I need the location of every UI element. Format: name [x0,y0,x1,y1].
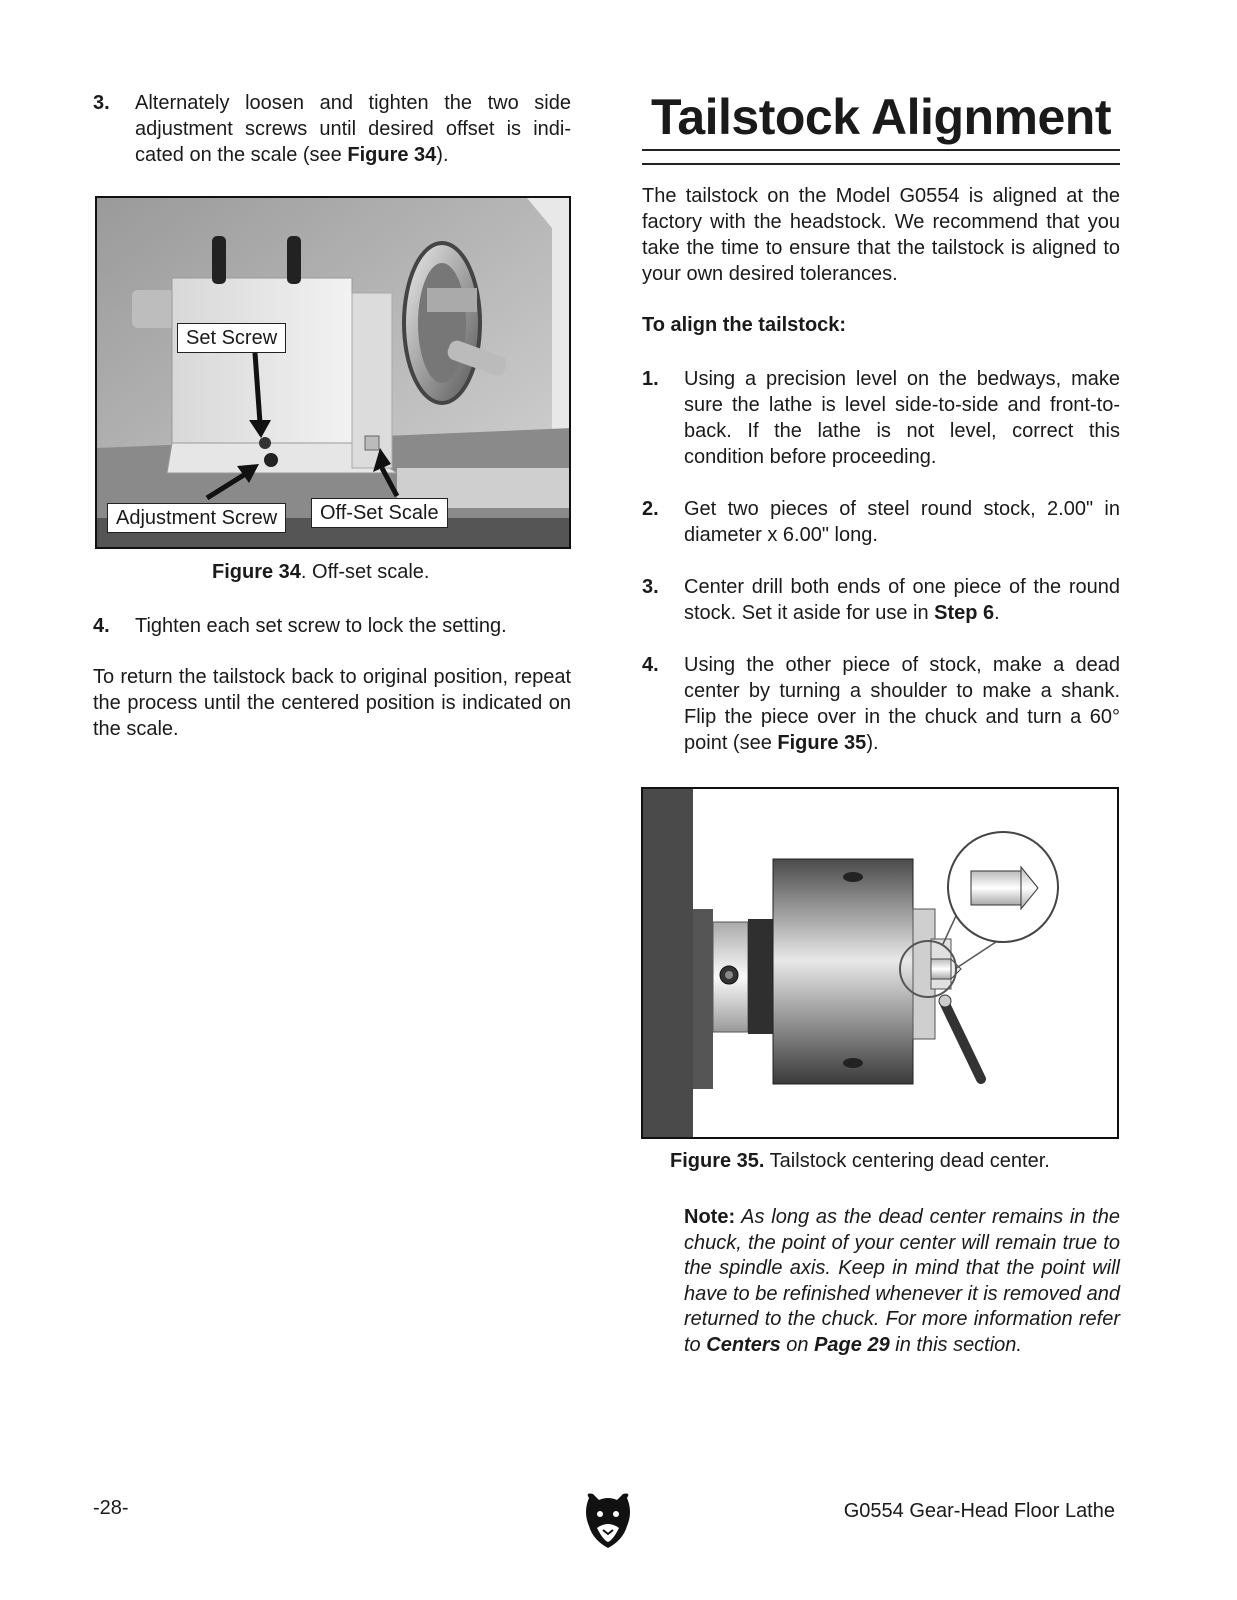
step-number: 4. [93,615,110,637]
offset-scale-label: Off-Set Scale [311,498,448,528]
set-screw-label: Set Screw [177,323,286,353]
step-text [684,574,1120,626]
caption-text: Tailstock centering dead center. [764,1150,1050,1172]
align-step-4 [642,652,1120,756]
figure-34-caption [212,559,430,585]
step-3-offset [93,90,571,168]
figure-ref: Figure 35 [777,732,867,754]
step-text-b: . [994,602,1000,624]
note-text-b: on [780,1333,815,1356]
align-step-3 [642,574,1120,626]
step-ref: Step 6 [934,602,995,624]
step-text-a: Alternately loosen and tighten the two side adjustment screws until desired offset is indi-cated on the scale (see [135,92,571,166]
step-text-a: Using the other piece of stock, make a dead center by turning a shoulder to make a shank. Flip the piece over in the chuck and turn a 60° point (see [684,654,1120,754]
figure-ref: Figure 34 [347,144,437,166]
caption-bold: Figure 34 [212,561,301,583]
figure-34-photo [95,196,571,549]
note-text-a: As long as the dead center remains in the chuck, the point of your center will remain true to the spindle axis. Keep in mind that the point will have to be refinished whenever it is removed and returned to the chuck. For more information refer to [684,1206,1120,1356]
adjustment-screw-label: Adjustment Screw [107,503,286,533]
figure-35-illustration [641,787,1119,1139]
left-column [93,90,571,168]
step-4-lock [93,613,571,639]
left-column-lower [93,613,571,742]
note-paragraph [684,1205,1120,1358]
note-text-c: in this section. [889,1333,1022,1356]
dead-center-chuck-drawing [643,789,1119,1139]
title-rule-top [642,149,1120,151]
section-title: Tailstock Alignment [650,89,1111,145]
step-number: 2. [642,498,659,520]
step-text: Tighten each set screw to lock the setting. [135,615,507,637]
bear-head-icon [583,1490,633,1550]
page-number: -28- [93,1497,129,1519]
align-step-2 [642,496,1120,548]
note-label: Note: [684,1206,736,1228]
step-number: 3. [93,92,110,114]
step-text [135,90,571,168]
step-text-a: Center drill both ends of one piece of the round stock. Set it aside for use in [684,576,1120,624]
note-ref-centers: Centers [706,1333,781,1356]
step-text: Using a precision level on the bedways, make sure the lathe is level side-to-side and front-to-back. If the lathe is not level, correct this condition before proceeding. [684,368,1120,468]
caption-bold: Figure 35. [670,1150,765,1172]
step-text: Get two pieces of steel round stock, 2.00" in diameter x 6.00" long. [684,498,1120,546]
manual-title: G0554 Gear-Head Floor Lathe [843,1500,1115,1522]
intro-paragraph: The tailstock on the Model G0554 is aligned at the factory with the headstock. We recommend that you take the time to ensure that the tailstock is aligned to your own desired tolerances. [642,185,1120,285]
step-number: 1. [642,368,659,390]
step-number: 3. [642,576,659,598]
return-paragraph: To return the tailstock back to original position, repeat the process until the centered position is indicated on the scale. [93,666,571,740]
subhead: To align the tailstock: [642,314,847,336]
title-rule-bottom [642,163,1120,165]
note-ref-page: Page 29 [814,1333,890,1356]
right-column [642,183,1120,756]
step-text-b: ). [436,144,449,166]
step-text [684,652,1120,756]
step-text-b: ). [866,732,879,754]
caption-text: . Off-set scale. [300,561,430,583]
align-step-1 [642,366,1120,470]
step-number: 4. [642,654,659,676]
figure-35-caption [670,1148,1050,1174]
tailstock-photo-illustration [97,198,571,549]
